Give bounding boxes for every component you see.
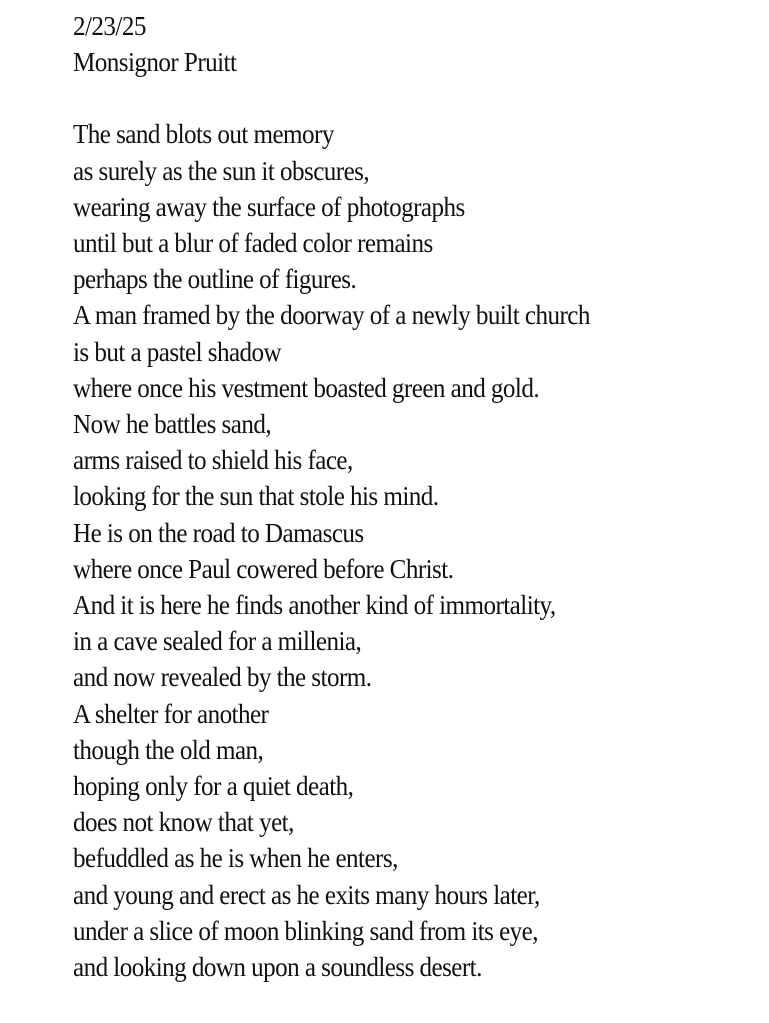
poem-line: and looking down upon a soundless desert. bbox=[73, 952, 482, 983]
document-page bbox=[73, 8, 715, 985]
poem-line: The sand blots out memory bbox=[73, 119, 334, 150]
poem-line: Now he battles sand, bbox=[73, 409, 272, 440]
poem-line: and now revealed by the storm. bbox=[73, 662, 372, 693]
poem-line: perhaps the outline of figures. bbox=[73, 264, 357, 295]
poem-line: wearing away the surface of photographs bbox=[73, 191, 465, 222]
poem-line: though the old man, bbox=[73, 734, 264, 765]
poem-line: A shelter for another bbox=[73, 698, 269, 729]
poem-line: arms raised to shield his face, bbox=[73, 445, 353, 476]
poem-line: hoping only for a quiet death, bbox=[73, 771, 354, 802]
poem-line: befuddled as he is when he enters, bbox=[73, 843, 398, 874]
poem-line: until but a blur of faded color remains bbox=[73, 228, 433, 259]
poem-line: A man framed by the doorway of a newly built church bbox=[73, 300, 590, 331]
poem-line: as surely as the sun it obscures, bbox=[73, 155, 370, 186]
header bbox=[73, 8, 715, 80]
poem-body bbox=[73, 116, 715, 985]
poem-line: and young and erect as he exits many hours later, bbox=[73, 879, 540, 910]
poem-line: in a cave sealed for a millenia, bbox=[73, 626, 362, 657]
poem-line: under a slice of moon blinking sand from its eye, bbox=[73, 915, 538, 946]
poem-line: And it is here he finds another kind of immortality, bbox=[73, 590, 556, 621]
poem-line: where once his vestment boasted green and gold. bbox=[73, 372, 540, 403]
poem-line: where once Paul cowered before Christ. bbox=[73, 553, 454, 584]
poem-line: is but a pastel shadow bbox=[73, 336, 282, 367]
poem-line: does not know that yet, bbox=[73, 807, 294, 838]
poem-line: He is on the road to Damascus bbox=[73, 517, 364, 548]
poem-title: Monsignor Pruitt bbox=[73, 47, 237, 78]
date-line: 2/23/25 bbox=[73, 11, 146, 41]
poem-line: looking for the sun that stole his mind. bbox=[73, 481, 439, 512]
